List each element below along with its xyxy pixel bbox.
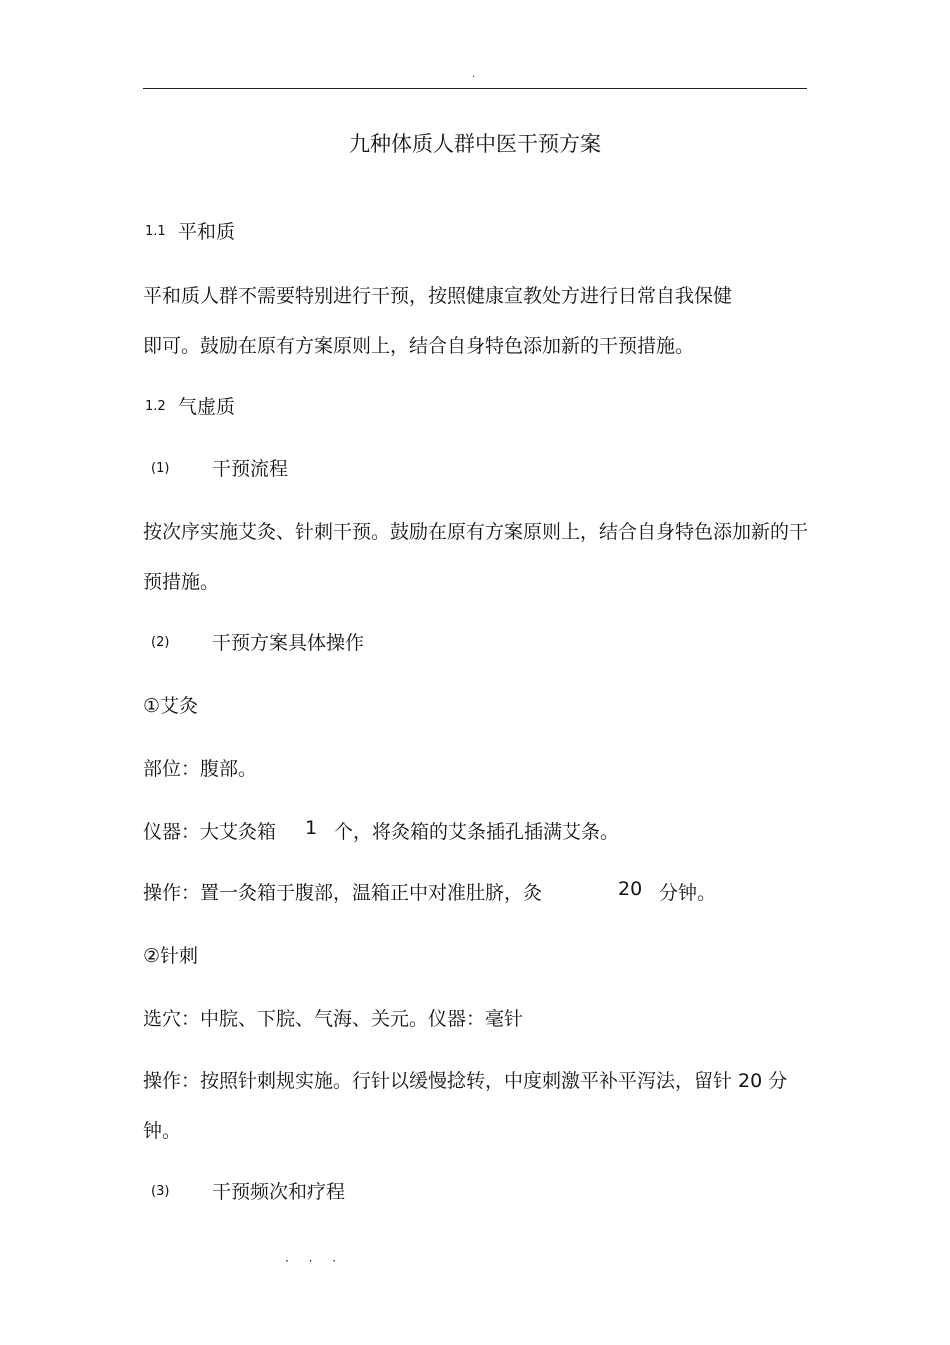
subsection-number: (1) bbox=[151, 461, 170, 476]
item-line: 操作：置一灸箱于腹部，温箱正中对准肚脐，灸 bbox=[143, 882, 543, 904]
paragraph-line: 钟。 bbox=[143, 1120, 182, 1142]
subsection-heading: 干预流程 bbox=[212, 458, 289, 480]
paragraph-line: 即可。鼓励在原有方案原则上，结合自身特色添加新的干预措施。 bbox=[143, 335, 695, 357]
paragraph-line: 预措施。 bbox=[143, 571, 220, 593]
paragraph-line: 操作：按照针刺规实施。行针以缓慢捻转，中度刺激平补平泻法，留针 20 分 bbox=[143, 1070, 788, 1092]
paragraph-line: 平和质人群不需要特别进行干预，按照健康宣教处方进行日常自我保健 bbox=[143, 285, 733, 307]
subsection-number: (2) bbox=[151, 635, 170, 650]
item-number: 1 bbox=[305, 817, 318, 839]
section-heading: 气虚质 bbox=[178, 396, 236, 418]
page-title: 九种体质人群中医干预方案 bbox=[349, 132, 601, 156]
section-number: 1.2 bbox=[145, 399, 166, 414]
item-line: 分钟。 bbox=[659, 882, 717, 904]
paragraph-line: 按次序实施艾灸、针刺干预。鼓励在原有方案原则上，结合自身特色添加新的干 bbox=[143, 521, 809, 543]
subsection-heading: 干预频次和疗程 bbox=[212, 1181, 346, 1203]
footer-mark: · · · bbox=[285, 1254, 345, 1268]
item-title: ①艾灸 bbox=[143, 695, 199, 717]
item-line: 选穴：中脘、下脘、气海、关元。仪器：毫针 bbox=[143, 1008, 524, 1030]
item-line: 个，将灸箱的艾条插孔插满艾条。 bbox=[334, 821, 620, 843]
item-number: 20 bbox=[618, 878, 643, 900]
section-number: 1.1 bbox=[145, 224, 166, 239]
header-mark: · bbox=[472, 72, 476, 83]
subsection-number: (3) bbox=[151, 1184, 170, 1199]
header-rule bbox=[143, 88, 807, 89]
item-line: 仪器：大艾灸箱 bbox=[143, 821, 277, 843]
item-line: 部位：腹部。 bbox=[143, 758, 258, 780]
section-heading: 平和质 bbox=[178, 221, 236, 243]
subsection-heading: 干预方案具体操作 bbox=[212, 632, 365, 654]
item-title: ②针刺 bbox=[143, 945, 199, 967]
